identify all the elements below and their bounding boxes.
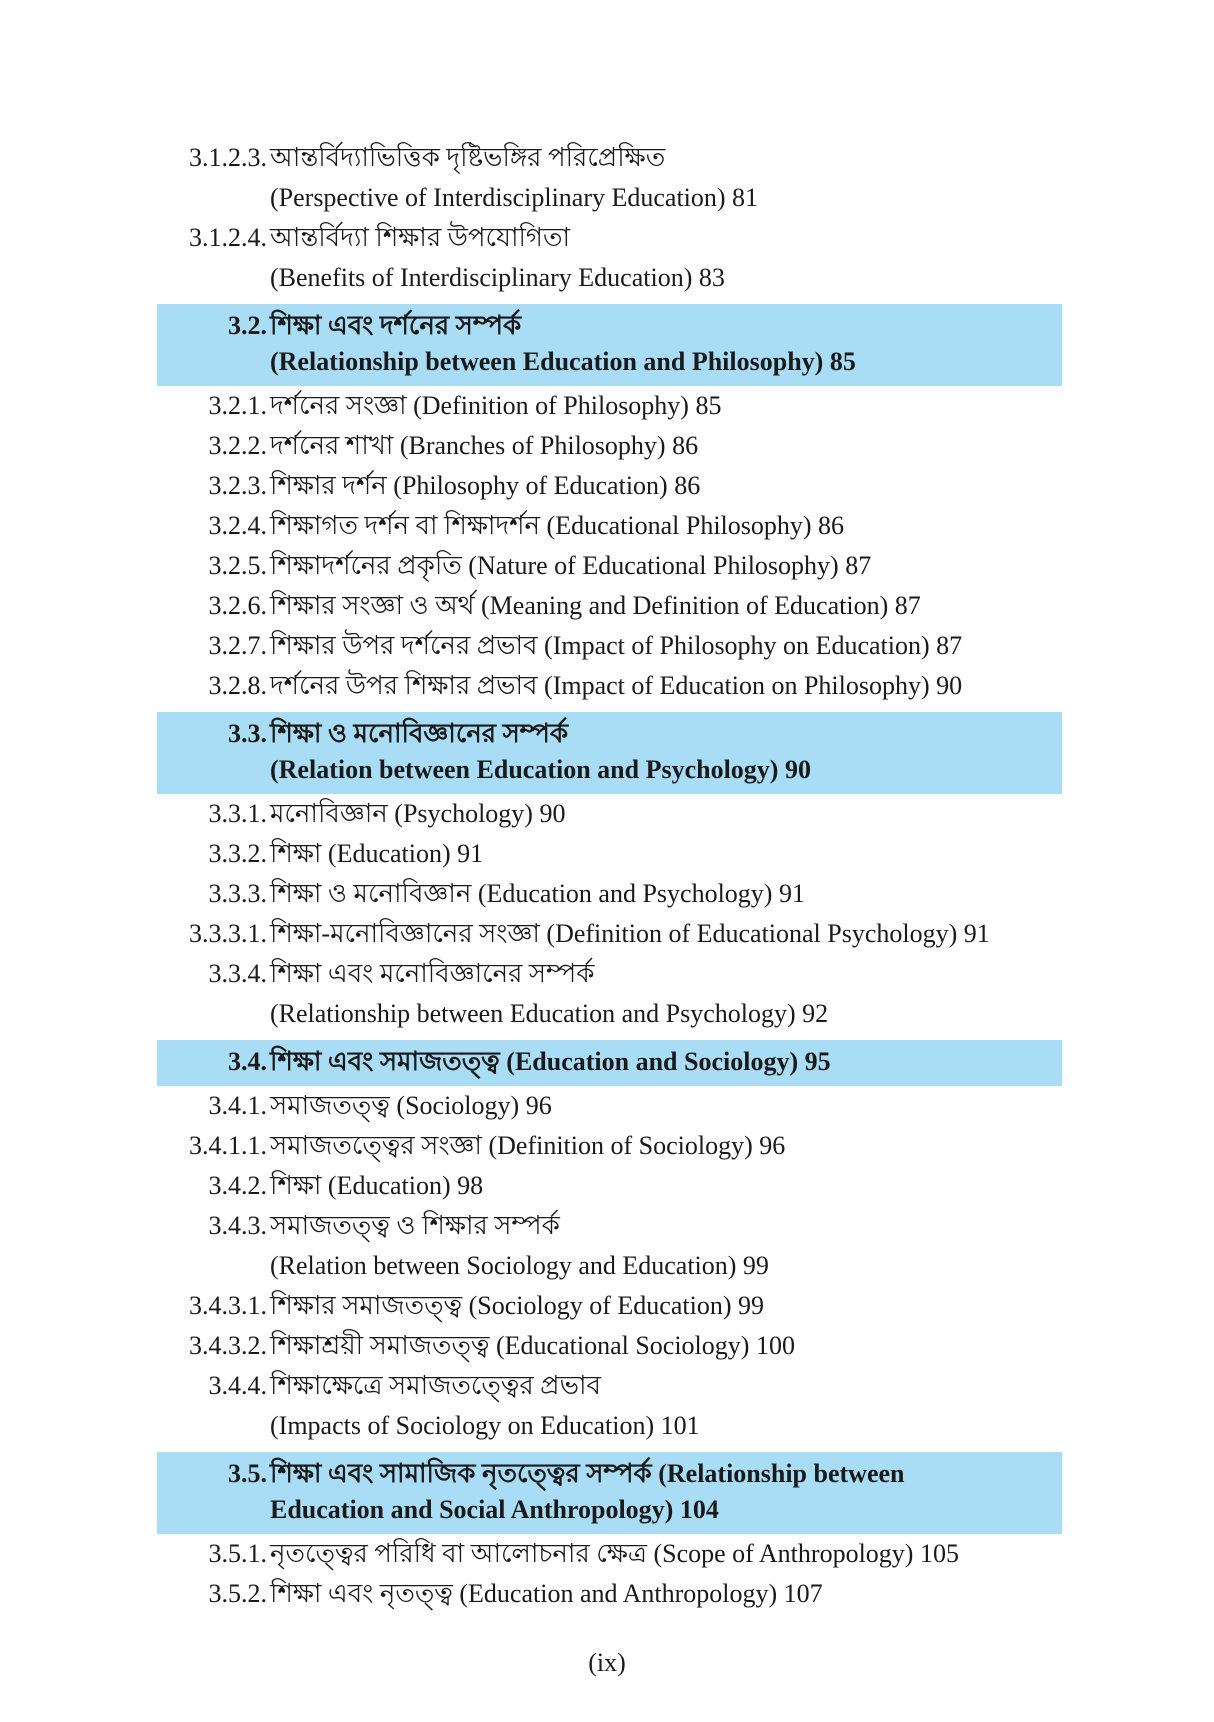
entry-title-en: (Perspective of Interdisciplinary Education) 81 xyxy=(270,183,759,212)
entry-number: 3.4.2. xyxy=(208,1171,267,1200)
entry-title: মনোবিজ্ঞান (Psychology) 90 xyxy=(270,799,566,828)
table-of-contents xyxy=(157,138,1062,1614)
toc-entry xyxy=(157,1366,1062,1446)
toc-entry xyxy=(157,1086,1062,1126)
toc-entry xyxy=(157,386,1062,426)
entry-title-bn: শিক্ষা এবং মনোবিজ্ঞানের সম্পর্ক xyxy=(270,959,595,988)
section-heading-3-3 xyxy=(157,712,1062,794)
toc-entry xyxy=(157,586,1062,626)
toc-entry xyxy=(157,426,1062,466)
toc-entry xyxy=(157,506,1062,546)
entry-number: 3.3.3.1. xyxy=(189,919,267,948)
entry-title: শিক্ষাশ্রয়ী সমাজতত্ত্ব (Educational Sociology) 100 xyxy=(270,1331,795,1360)
toc-entry xyxy=(157,794,1062,834)
entry-number: 3.3.2. xyxy=(208,839,267,868)
toc-entry xyxy=(157,666,1062,706)
entry-title-en: (Benefits of Interdisciplinary Education) 83 xyxy=(270,263,725,292)
entry-number: 3.2.3. xyxy=(208,471,267,500)
entry-number: 3.2.8. xyxy=(208,671,267,700)
entry-number: 3.4.1. xyxy=(208,1091,267,1120)
toc-entry xyxy=(157,1206,1062,1286)
toc-entry xyxy=(157,466,1062,506)
entry-title: শিক্ষা (Education) 91 xyxy=(270,839,484,868)
entry-title-en: (Impacts of Sociology on Education) 101 xyxy=(270,1411,700,1440)
page-number: (ix) xyxy=(588,1648,626,1677)
toc-entry xyxy=(157,1534,1062,1574)
entry-number: 3.3.3. xyxy=(208,879,267,908)
entry-title: শিক্ষা ও মনোবিজ্ঞান (Education and Psychology) 91 xyxy=(270,879,805,908)
section-title-en: (Relationship between Education and Philosophy) 85 xyxy=(270,347,856,376)
entry-title-bn: সমাজতত্ত্ব ও শিক্ষার সম্পর্ক xyxy=(270,1211,560,1240)
entry-number: 3.4.3. xyxy=(208,1211,267,1240)
toc-entry xyxy=(157,138,1062,218)
entry-number: 3.4.3.2. xyxy=(189,1331,267,1360)
entry-number: 3.1.2.3. xyxy=(189,143,267,172)
entry-number: 3.2.4. xyxy=(208,511,267,540)
entry-number: 3.5.1. xyxy=(208,1539,267,1568)
section-number: 3.2. xyxy=(228,311,267,340)
entry-title: শিক্ষা এবং নৃতত্ত্ব (Education and Anthropology) 107 xyxy=(270,1579,823,1608)
toc-entry xyxy=(157,626,1062,666)
entry-title: শিক্ষার সংজ্ঞা ও অর্থ (Meaning and Definition of Education) 87 xyxy=(270,591,921,620)
toc-entry xyxy=(157,834,1062,874)
entry-title-en: (Relationship between Education and Psychology) 92 xyxy=(270,999,829,1028)
entry-number: 3.4.1.1. xyxy=(189,1131,267,1160)
entry-title: সমাজতত্ত্বের সংজ্ঞা (Definition of Sociology) 96 xyxy=(270,1131,786,1160)
section-heading-3-4 xyxy=(157,1040,1062,1086)
toc-entry xyxy=(157,954,1062,1034)
entry-number: 3.2.7. xyxy=(208,631,267,660)
toc-entry xyxy=(157,1574,1062,1614)
section-title-line1: শিক্ষা এবং সামাজিক নৃতত্ত্বের সম্পর্ক (Relationship between xyxy=(270,1459,905,1488)
entry-title: শিক্ষাগত দর্শন বা শিক্ষাদর্শন (Educational Philosophy) 86 xyxy=(270,511,845,540)
entry-number: 3.1.2.4. xyxy=(189,223,267,252)
section-title-en: (Relation between Education and Psychology) 90 xyxy=(270,755,811,784)
entry-title: নৃতত্ত্বের পরিধি বা আলোচনার ক্ষেত্র (Scope of Anthropology) 105 xyxy=(270,1539,959,1568)
entry-number: 3.5.2. xyxy=(208,1579,267,1608)
toc-entry xyxy=(157,546,1062,586)
entry-title-bn: আন্তর্বিদ্যাভিত্তিক দৃষ্টিভঙ্গির পরিপ্রেক্ষিত xyxy=(270,143,666,172)
entry-title: দর্শনের উপর শিক্ষার প্রভাব (Impact of Education on Philosophy) 90 xyxy=(270,671,963,700)
toc-entry xyxy=(157,914,1062,954)
section-number: 3.4. xyxy=(228,1047,267,1076)
toc-entry xyxy=(157,1286,1062,1326)
section-number: 3.5. xyxy=(228,1459,267,1488)
entry-number: 3.2.6. xyxy=(208,591,267,620)
entry-number: 3.2.2. xyxy=(208,431,267,460)
toc-entry xyxy=(157,1326,1062,1366)
toc-entry xyxy=(157,1166,1062,1206)
entry-number: 3.2.1. xyxy=(208,391,267,420)
section-title-bn: শিক্ষা ও মনোবিজ্ঞানের সম্পর্ক xyxy=(270,719,569,748)
entry-number: 3.4.4. xyxy=(208,1371,267,1400)
entry-title: শিক্ষা-মনোবিজ্ঞানের সংজ্ঞা (Definition of Educational Psychology) 91 xyxy=(270,919,990,948)
entry-title: সমাজতত্ত্ব (Sociology) 96 xyxy=(270,1091,552,1120)
toc-entry xyxy=(157,218,1062,298)
entry-title: শিক্ষার সমাজতত্ত্ব (Sociology of Education) 99 xyxy=(270,1291,764,1320)
toc-entry xyxy=(157,874,1062,914)
section-title-line2: Education and Social Anthropology) 104 xyxy=(270,1495,719,1524)
section-number: 3.3. xyxy=(228,719,267,748)
entry-number: 3.3.4. xyxy=(208,959,267,988)
entry-title: শিক্ষাদর্শনের প্রকৃতি (Nature of Educational Philosophy) 87 xyxy=(270,551,872,580)
entry-title: শিক্ষা (Education) 98 xyxy=(270,1171,484,1200)
section-title-bn: শিক্ষা এবং দর্শনের সম্পর্ক xyxy=(270,311,522,340)
section-heading-3-5 xyxy=(157,1452,1062,1534)
entry-title: দর্শনের সংজ্ঞা (Definition of Philosophy) 85 xyxy=(270,391,722,420)
entry-number: 3.3.1. xyxy=(208,799,267,828)
entry-title-bn: শিক্ষাক্ষেত্রে সমাজতত্ত্বের প্রভাব xyxy=(270,1371,601,1400)
entry-title: শিক্ষার উপর দর্শনের প্রভাব (Impact of Philosophy on Education) 87 xyxy=(270,631,963,660)
section-heading-3-2 xyxy=(157,304,1062,386)
entry-number: 3.4.3.1. xyxy=(189,1291,267,1320)
entry-title-bn: আন্তর্বিদ্যা শিক্ষার উপযোগিতা xyxy=(270,223,571,252)
entry-number: 3.2.5. xyxy=(208,551,267,580)
toc-entry xyxy=(157,1126,1062,1166)
entry-title-en: (Relation between Sociology and Education) 99 xyxy=(270,1251,769,1280)
entry-title: শিক্ষার দর্শন (Philosophy of Education) 86 xyxy=(270,471,701,500)
entry-title: দর্শনের শাখা (Branches of Philosophy) 86 xyxy=(270,431,699,460)
section-title: শিক্ষা এবং সমাজতত্ত্ব (Education and Sociology) 95 xyxy=(270,1047,831,1076)
